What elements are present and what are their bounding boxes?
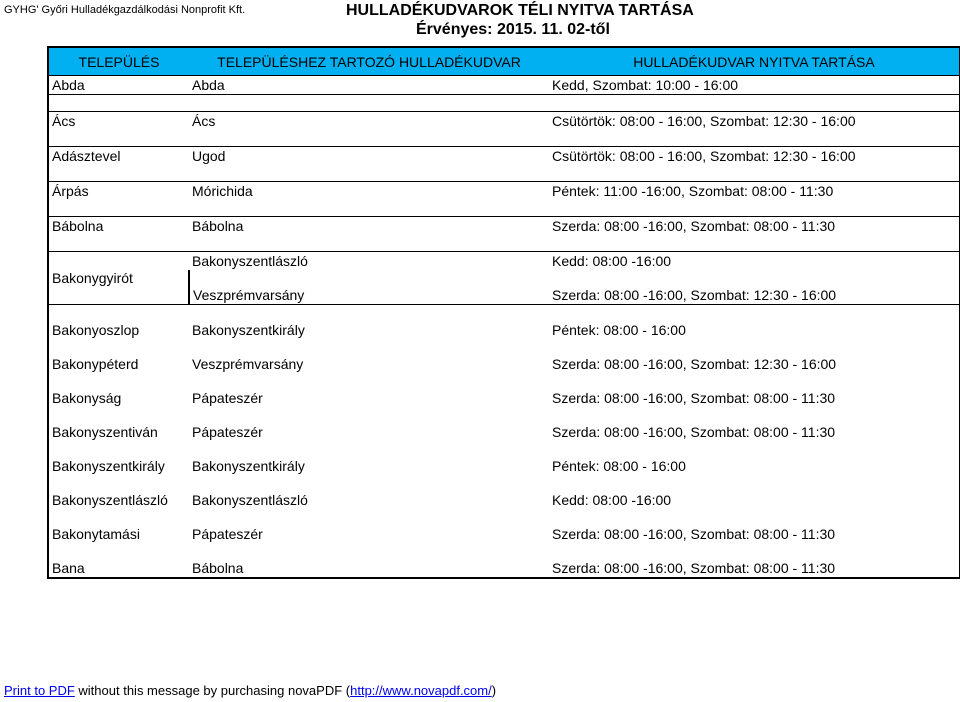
cell-telepules: Abda bbox=[48, 76, 189, 95]
table-row bbox=[48, 525, 960, 543]
page-subtitle: Érvényes: 2015. 11. 02-től bbox=[416, 21, 610, 38]
cell-udvar: Abda bbox=[189, 76, 549, 95]
pdf-footer bbox=[4, 683, 496, 698]
cell-telepules: Bakonypéterd bbox=[48, 355, 189, 373]
cell-udvar: Bábolna bbox=[192, 218, 244, 234]
cell-telepules: Bakonyszentlászló bbox=[48, 491, 189, 509]
cell-nyitva: Szerda: 08:00 -16:00, Szombat: 08:00 - 11:30 bbox=[549, 423, 960, 441]
cell-telepules: Adásztevel bbox=[48, 147, 189, 166]
cell-telepules: Ács bbox=[48, 112, 189, 131]
table-row bbox=[48, 252, 960, 271]
cell-nyitva: Csütörtök: 08:00 - 16:00, Szombat: 12:30 - 16:00 bbox=[549, 112, 960, 131]
cell-udvar: Bábolna bbox=[189, 559, 549, 578]
cell-telepules: Bakonyszentiván bbox=[48, 423, 189, 441]
cell-nyitva: Kedd: 08:00 -16:00 bbox=[549, 491, 960, 509]
cell-udvar: Veszprémvarsány bbox=[189, 286, 549, 305]
cell-telepules: Bakonyszentkirály bbox=[48, 457, 189, 475]
table-row bbox=[48, 559, 960, 578]
cell-nyitva: Szerda: 08:00 -16:00, Szombat: 08:00 - 11:30 bbox=[549, 559, 960, 578]
column-header-nyitva: HULLADÉKUDVAR NYITVA TARTÁSA bbox=[549, 47, 960, 76]
table-row bbox=[48, 321, 960, 339]
column-header-udvar: TELEPÜLÉSHEZ TARTOZÓ HULLADÉKUDVAR bbox=[189, 47, 549, 76]
organization-name: GYHG' Győri Hulladékgazdálkodási Nonprofit Kft. bbox=[4, 4, 246, 16]
print-to-pdf-link[interactable]: Print to PDF bbox=[4, 683, 75, 698]
cell-telepules: Bábolna bbox=[48, 217, 189, 236]
cell-udvar: Bakonyszentkirály bbox=[192, 458, 305, 474]
footer-text-end: ) bbox=[491, 683, 497, 698]
cell-nyitva: Szerda: 08:00 -16:00, Szombat: 08:00 - 11:30 bbox=[549, 217, 960, 236]
cell-telepules: Bakonygyirót bbox=[48, 252, 189, 305]
cell-nyitva: Szerda: 08:00 -16:00, Szombat: 12:30 - 16:00 bbox=[549, 355, 960, 373]
cell-nyitva: Kedd, Szombat: 10:00 - 16:00 bbox=[549, 76, 960, 95]
table-row bbox=[48, 76, 960, 95]
table-row bbox=[48, 147, 960, 166]
table-row bbox=[48, 491, 960, 509]
cell-nyitva: Szerda: 08:00 -16:00, Szombat: 08:00 - 11:30 bbox=[549, 389, 960, 407]
table-row bbox=[48, 457, 960, 475]
cell-telepules: Bakonytamási bbox=[48, 525, 189, 543]
page-title: HULLADÉKUDVAROK TÉLI NYITVA TARTÁSA bbox=[346, 2, 694, 19]
cell-nyitva: Kedd: 08:00 -16:00 bbox=[549, 252, 960, 271]
cell-udvar: Pápateszér bbox=[192, 390, 263, 406]
cell-nyitva: Szerda: 08:00 -16:00, Szombat: 12:30 - 16:00 bbox=[549, 286, 960, 305]
table-row bbox=[48, 423, 960, 441]
table-header-row bbox=[48, 47, 960, 76]
cell-udvar: Pápateszér bbox=[192, 526, 263, 542]
table-row bbox=[48, 112, 960, 131]
cell-nyitva: Péntek: 08:00 - 16:00 bbox=[549, 457, 960, 475]
footer-text: without this message by purchasing novaPDF ( bbox=[74, 683, 351, 698]
cell-nyitva: Péntek: 08:00 - 16:00 bbox=[549, 321, 960, 339]
cell-udvar: Ugod bbox=[192, 148, 226, 164]
cell-nyitva: Péntek: 11:00 -16:00, Szombat: 08:00 - 11:30 bbox=[549, 182, 960, 201]
cell-udvar: Bakonyszentlászló bbox=[192, 253, 308, 269]
cell-udvar: Bakonyszentlászló bbox=[192, 492, 308, 508]
cell-udvar: Pápateszér bbox=[192, 424, 263, 440]
table-row bbox=[48, 389, 960, 407]
cell-udvar: Ács bbox=[192, 113, 216, 129]
cell-telepules: Bana bbox=[48, 559, 189, 578]
cell-udvar: Bakonyszentkirály bbox=[192, 322, 305, 338]
cell-telepules: Bakonyoszlop bbox=[48, 321, 189, 339]
column-header-telepules: TELEPÜLÉS bbox=[48, 47, 189, 76]
table-row bbox=[48, 355, 960, 373]
cell-udvar: Veszprémvarsány bbox=[192, 356, 304, 372]
cell-udvar: Mórichida bbox=[192, 183, 253, 199]
table-row bbox=[48, 182, 960, 201]
novapdf-link[interactable]: http://www.novapdf.com/ bbox=[350, 683, 492, 698]
schedule-table bbox=[47, 46, 960, 579]
table-row bbox=[48, 217, 960, 236]
cell-telepules: Bakonyság bbox=[48, 389, 189, 407]
cell-telepules: Árpás bbox=[48, 182, 189, 201]
cell-nyitva: Szerda: 08:00 -16:00, Szombat: 08:00 - 11:30 bbox=[549, 525, 960, 543]
cell-nyitva: Csütörtök: 08:00 - 16:00, Szombat: 12:30 - 16:00 bbox=[549, 147, 960, 166]
